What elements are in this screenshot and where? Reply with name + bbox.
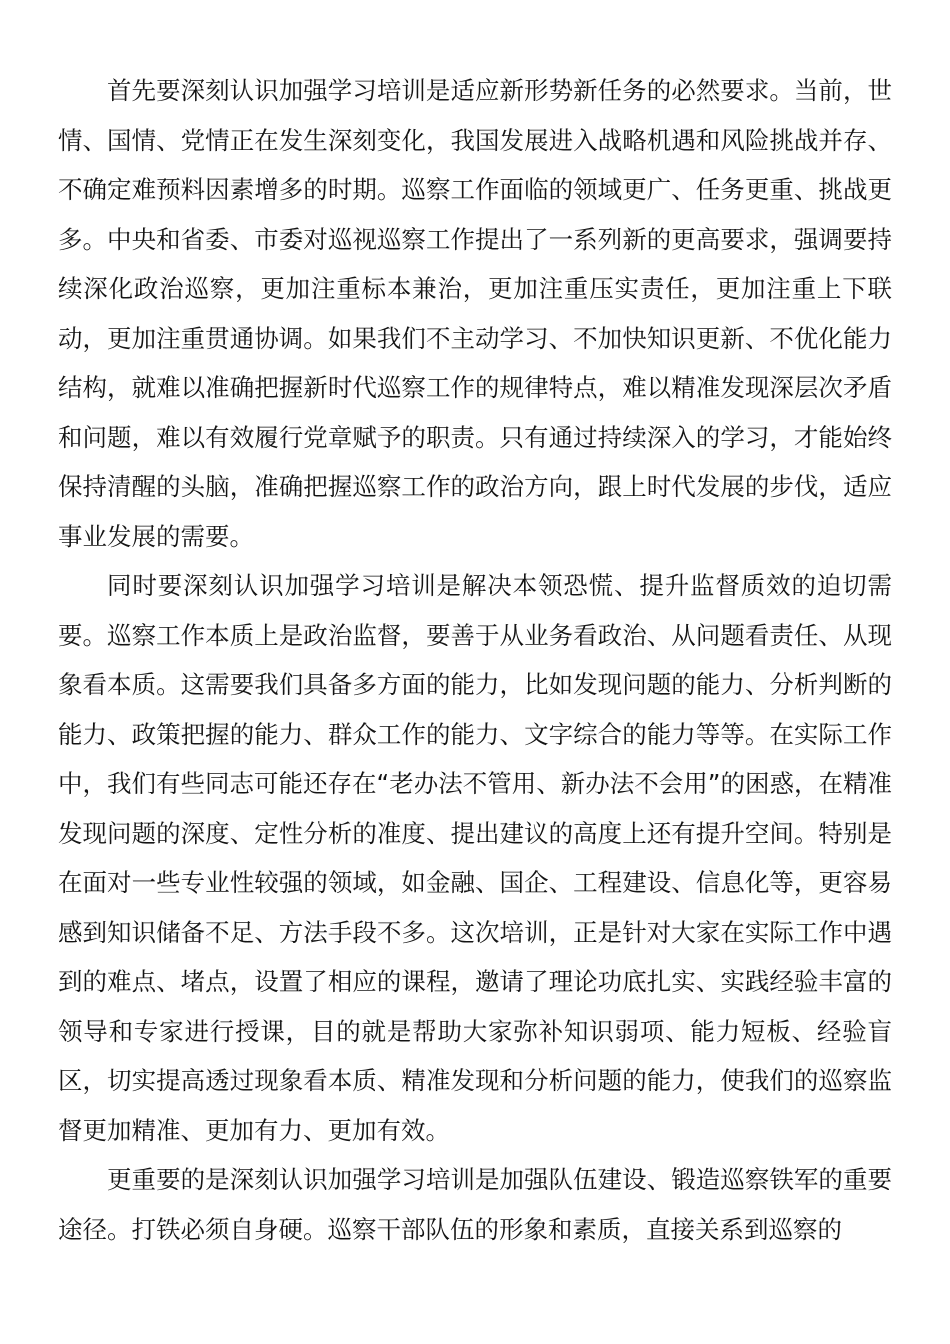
- paragraph-1: 首先要深刻认识加强学习培训是适应新形势新任务的必然要求。当前，世情、国情、党情正在发生深刻变化，我国发展进入战略机遇和风险挑战并存、不确定难预料因素增多的时期。巡察工作面临的领域更广、任务更重、挑战更多。中央和省委、市委对巡视巡察工作提出了一系列新的更高要求，强调要持续深化政治巡察，更加注重标本兼治，更加注重压实责任，更加注重上下联动，更加注重贯通协调。如果我们不主动学习、不加快知识更新、不优化能力结构，就难以准确把握新时代巡察工作的规律特点，难以精准发现深层次矛盾和问题，难以有效履行党章赋予的职责。只有通过持续深入的学习，才能始终保持清醒的头脑，准确把握巡察工作的政治方向，跟上时代发展的步伐，适应事业发展的需要。: [58, 76, 892, 551]
- paragraph-2: 同时要深刻认识加强学习培训是解决本领恐慌、提升监督质效的迫切需要。巡察工作本质上是政治监督，要善于从业务看政治、从问题看责任、从现象看本质。这需要我们具备多方面的能力，比如发现问题的能力、分析判断的能力、政策把握的能力、群众工作的能力、文字综合的能力等等。在实际工作中，我们有些同志可能还存在“老办法不管用、新办法不会用”的困惑，在精准发现问题的深度、定性分析的准度、提出建议的高度上还有提升空间。特别是在面对一些专业性较强的领域，如金融、国企、工程建设、信息化等，更容易感到知识储备不足、方法手段不多。这次培训，正是针对大家在实际工作中遇到的难点、堵点，设置了相应的课程，邀请了理论功底扎实、实践经验丰富的领导和专家进行授课，目的就是帮助大家弥补知识弱项、能力短板、经验盲区，切实提高透过现象看本质、精准发现和分析问题的能力，使我们的巡察监督更加精准、更加有力、更加有效。: [58, 571, 892, 1145]
- document-page: [58, 66, 892, 1254]
- paragraph-3: 更重要的是深刻认识加强学习培训是加强队伍建设、锻造巡察铁军的重要途径。打铁必须自身硬。巡察干部队伍的形象和素质，直接关系到巡察的: [58, 1165, 892, 1244]
